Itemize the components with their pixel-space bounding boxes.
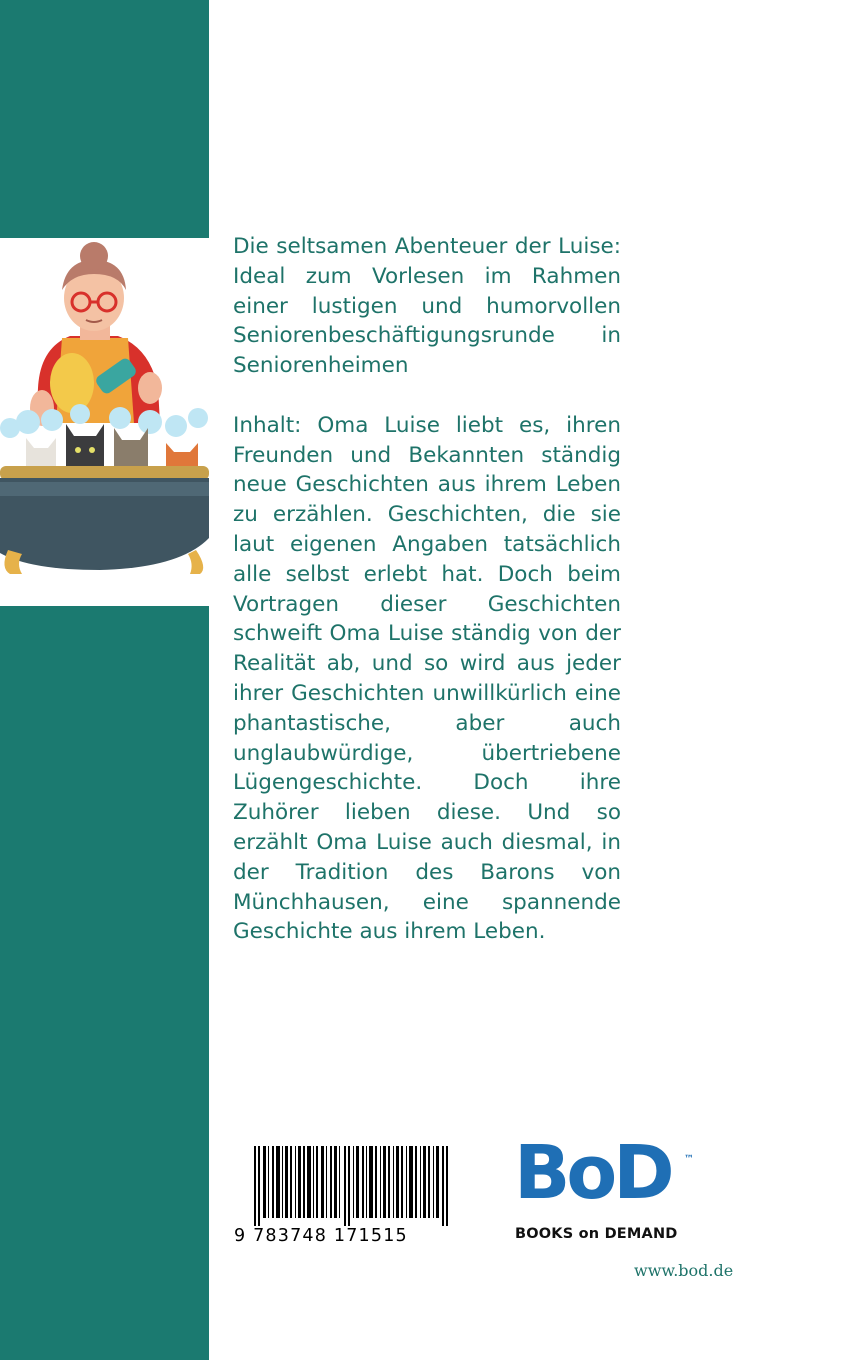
teal-stripe-bottom — [0, 606, 209, 1360]
teal-stripe-top — [0, 0, 209, 238]
bod-logo-wordmark: BoD — [514, 1130, 671, 1216]
barcode — [234, 1142, 462, 1252]
bod-logo — [514, 1130, 704, 1250]
publisher-website[interactable]: www.bod.de — [634, 1261, 734, 1280]
intro-paragraph: Die seltsamen Abenteuer der Luise: Ideal zum Vorlesen im Rahmen einer lustigen und humorvollen Seniorenbeschäftigungsrunde in Seniorenheimen — [233, 234, 621, 379]
cover-illustration — [0, 238, 209, 606]
grandma-bathing-cats-illustration — [0, 238, 209, 606]
trademark-symbol: ™ — [684, 1154, 694, 1165]
barcode-bars — [254, 1146, 460, 1226]
bod-tagline: BOOKS on DEMAND — [515, 1226, 678, 1242]
content-paragraph: Inhalt: Oma Luise liebt es, ihren Freunden und Bekannten ständig neue Geschichten aus ihrem Leben zu erzählen. Geschichten, die sie laut eigenen Angaben tatsächlich alle selbst erlebt hat. Doch beim Vortragen dieser Geschichten schweift Oma Luise ständig von der Realität ab, und so wird aus jeder ihrer Geschichten unwillkürlich eine phantastische, aber auch unglaubwürdige, übertriebene Lügengeschichte. Doch ihre Zuhörer lieben diese. Und so erzählt Oma Luise auch diesmal, in der Tradition des Barons von Münchhausen, eine spannende Geschichte aus ihrem Leben. — [233, 412, 621, 945]
back-cover-blurb — [233, 232, 621, 947]
isbn-number: 9 783748 171515 — [234, 1226, 408, 1246]
